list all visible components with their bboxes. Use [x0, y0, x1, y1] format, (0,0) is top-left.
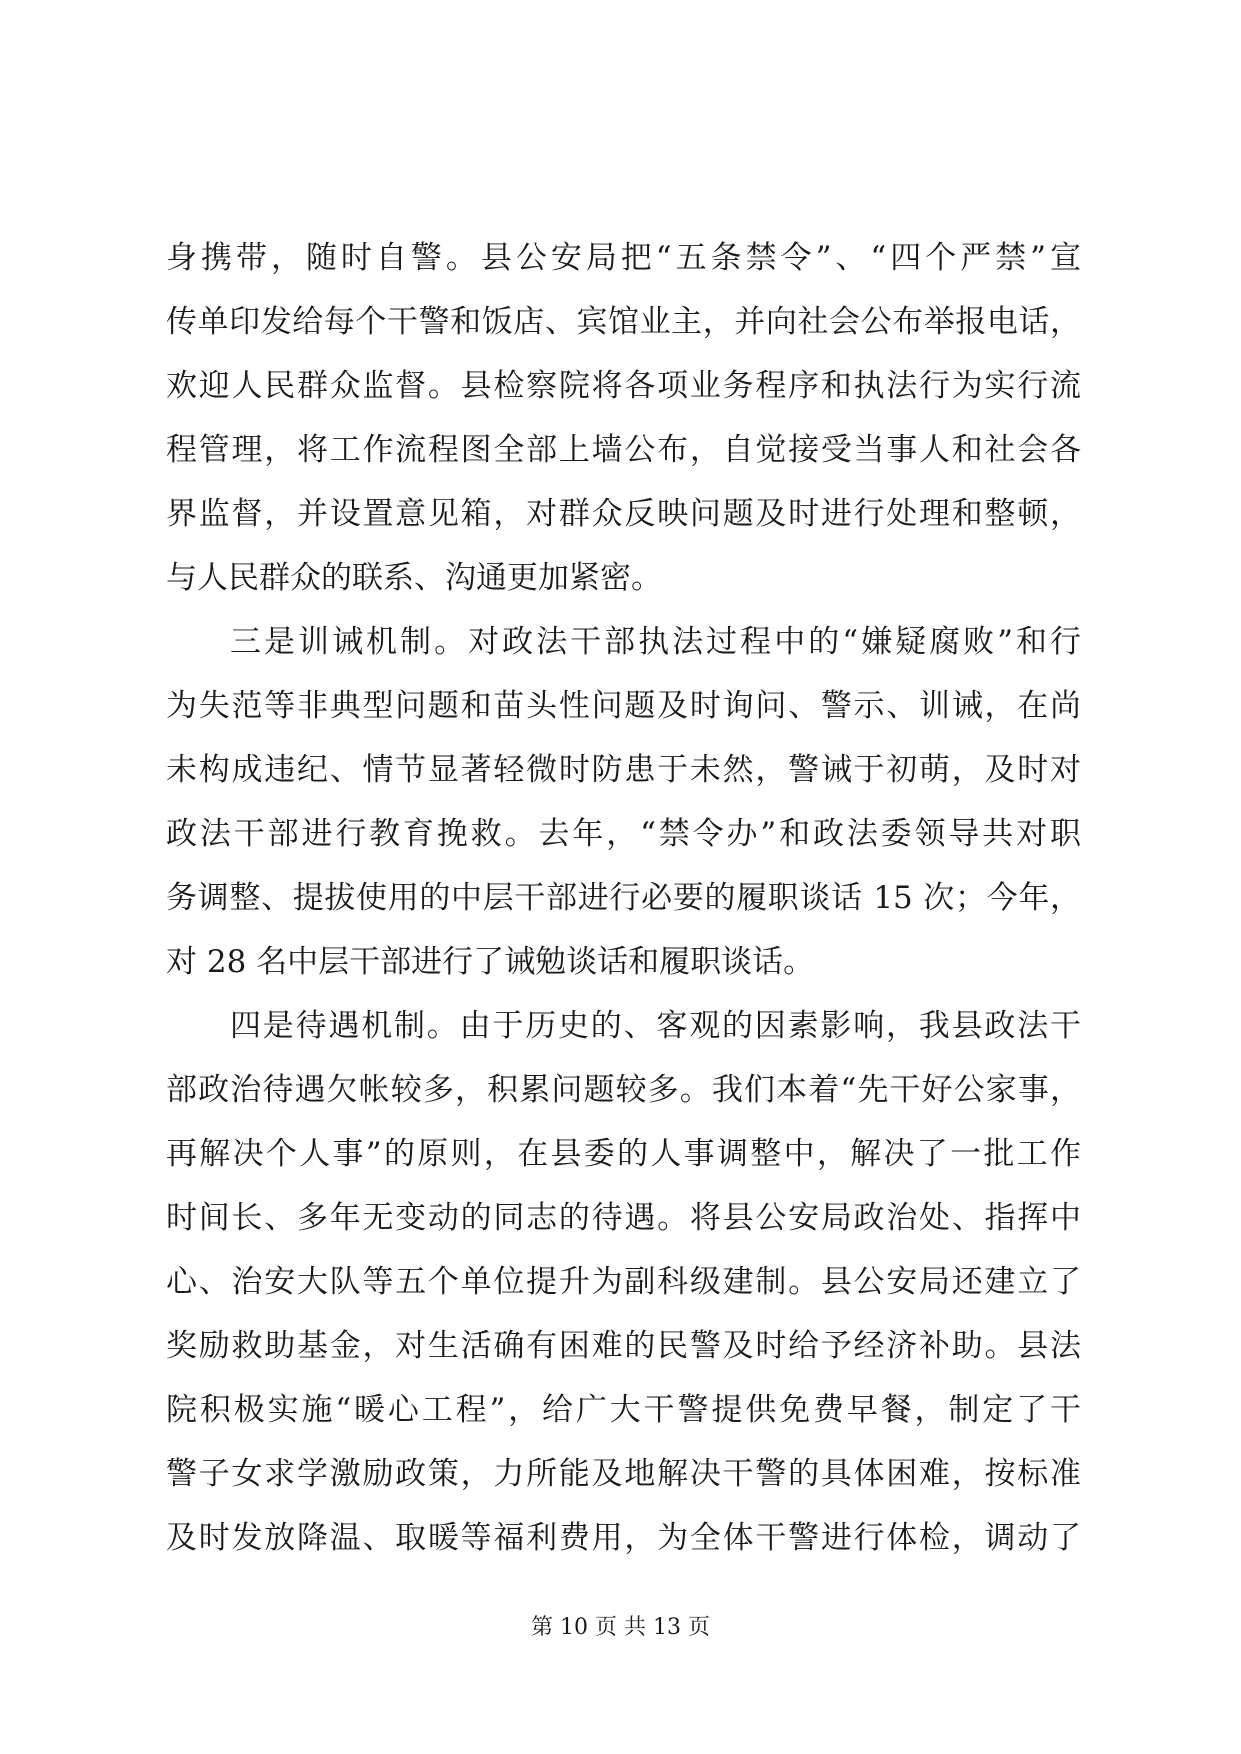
paragraph-2 — [166, 610, 1081, 994]
text-line: 三是训诫机制。对政法干部执法过程中的“嫌疑腐败”和行 — [230, 624, 1081, 660]
text-line: 警子女求学激励政策，力所能及地解决干警的具体困难，按标准 — [166, 1456, 1081, 1492]
text-line: 心、治安大队等五个单位提升为副科级建制。县公安局还建立了 — [166, 1264, 1081, 1300]
text-line: 与人民群众的联系、沟通更加紧密。 — [166, 560, 662, 596]
text-line: 未构成违纪、情节显著轻微时防患于未然，警诫于初萌，及时对 — [166, 752, 1081, 788]
paragraph-1 — [166, 226, 1081, 610]
text-line: 部政治待遇欠帐较多，积累问题较多。我们本着“先干好公家事， — [166, 1072, 1081, 1108]
text-line: 时间长、多年无变动的同志的待遇。将县公安局政治处、指挥中 — [166, 1200, 1081, 1236]
page-number-footer: 第 10 页 共 13 页 — [531, 1615, 710, 1640]
text-line: 院积极实施“暖心工程”，给广大干警提供免费早餐，制定了干 — [166, 1392, 1081, 1428]
text-line: 对 28 名中层干部进行了诫勉谈话和履职谈话。 — [166, 944, 815, 980]
text-line: 务调整、提拔使用的中层干部进行必要的履职谈话 15 次；今年， — [166, 880, 1081, 916]
text-line: 程管理，将工作流程图全部上墙公布，自觉接受当事人和社会各 — [166, 432, 1081, 468]
paragraph-3 — [166, 994, 1081, 1570]
document-body — [166, 226, 1081, 1570]
text-line: 界监督，并设置意见箱，对群众反映问题及时进行处理和整顿， — [166, 496, 1081, 532]
text-line: 政法干部进行教育挽救。去年，“禁令办”和政法委领导共对职 — [166, 816, 1081, 852]
text-line: 为失范等非典型问题和苗头性问题及时询问、警示、训诫，在尚 — [166, 688, 1081, 724]
text-line: 传单印发给每个干警和饭店、宾馆业主，并向社会公布举报电话， — [166, 304, 1081, 340]
text-line: 及时发放降温、取暖等福利费用，为全体干警进行体检，调动了 — [166, 1520, 1081, 1556]
text-line: 身携带，随时自警。县公安局把“五条禁令”、“四个严禁”宣 — [166, 240, 1081, 276]
text-line: 欢迎人民群众监督。县检察院将各项业务程序和执法行为实行流 — [166, 368, 1081, 404]
text-line: 再解决个人事”的原则，在县委的人事调整中，解决了一批工作 — [166, 1136, 1081, 1172]
text-line: 奖励救助基金，对生活确有困难的民警及时给予经济补助。县法 — [166, 1328, 1081, 1364]
text-line: 四是待遇机制。由于历史的、客观的因素影响，我县政法干 — [230, 1008, 1081, 1044]
